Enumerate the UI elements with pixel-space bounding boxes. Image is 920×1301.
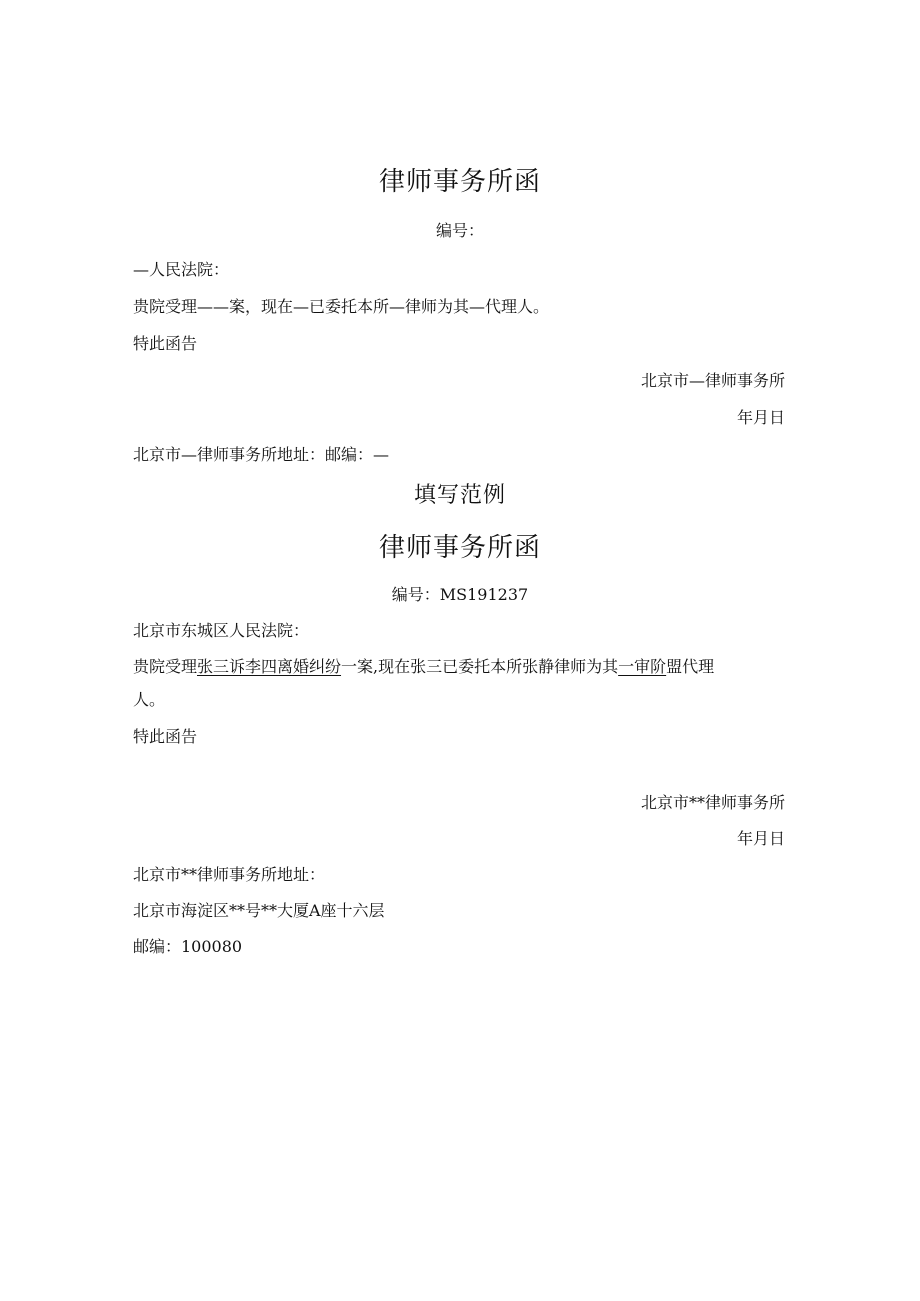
example-closing: 特此函告 xyxy=(133,727,198,746)
example-body-part3: 盟代理 xyxy=(666,657,715,676)
example-postcode: 邮编：100080 xyxy=(133,937,243,956)
letter-closing: 特此函告 xyxy=(133,334,198,353)
example-heading: 填写范例 xyxy=(413,483,506,508)
example-body xyxy=(133,657,714,677)
example-date: 年月日 xyxy=(736,829,785,848)
letter-addressee: —人民法院： xyxy=(133,260,230,279)
example-address-label: 北京市**律师事务所地址： xyxy=(133,865,326,884)
letter-address-line: 北京市—律师事务所地址：邮编：— xyxy=(133,445,390,464)
example-addressee: 北京市东城区人民法院： xyxy=(133,621,310,640)
letter-body: 贵院受理——案，现在—已委托本所—律师为其—代理人。 xyxy=(133,297,550,316)
example-title: 律师事务所函 xyxy=(378,533,541,563)
example-signature: 北京市**律师事务所 xyxy=(640,793,785,812)
example-number: 编号：MS191237 xyxy=(391,585,529,604)
example-body-part1: 贵院受理 xyxy=(133,657,198,676)
example-body-case: 张三诉李四离婚纠纷 xyxy=(197,657,342,676)
letter-date: 年月日 xyxy=(736,408,785,427)
example-address: 北京市海淀区**号**大厦A座十六层 xyxy=(133,901,385,920)
example-body-part2: 一案,现在张三已委托本所张静律师为其 xyxy=(341,657,619,676)
example-body-role: 一审阶 xyxy=(618,657,667,676)
letter-signature: 北京市—律师事务所 xyxy=(640,371,785,390)
letter-number-label: 编号： xyxy=(435,221,484,240)
example-body-line2: 人。 xyxy=(133,690,166,709)
letter-title: 律师事务所函 xyxy=(378,167,541,197)
